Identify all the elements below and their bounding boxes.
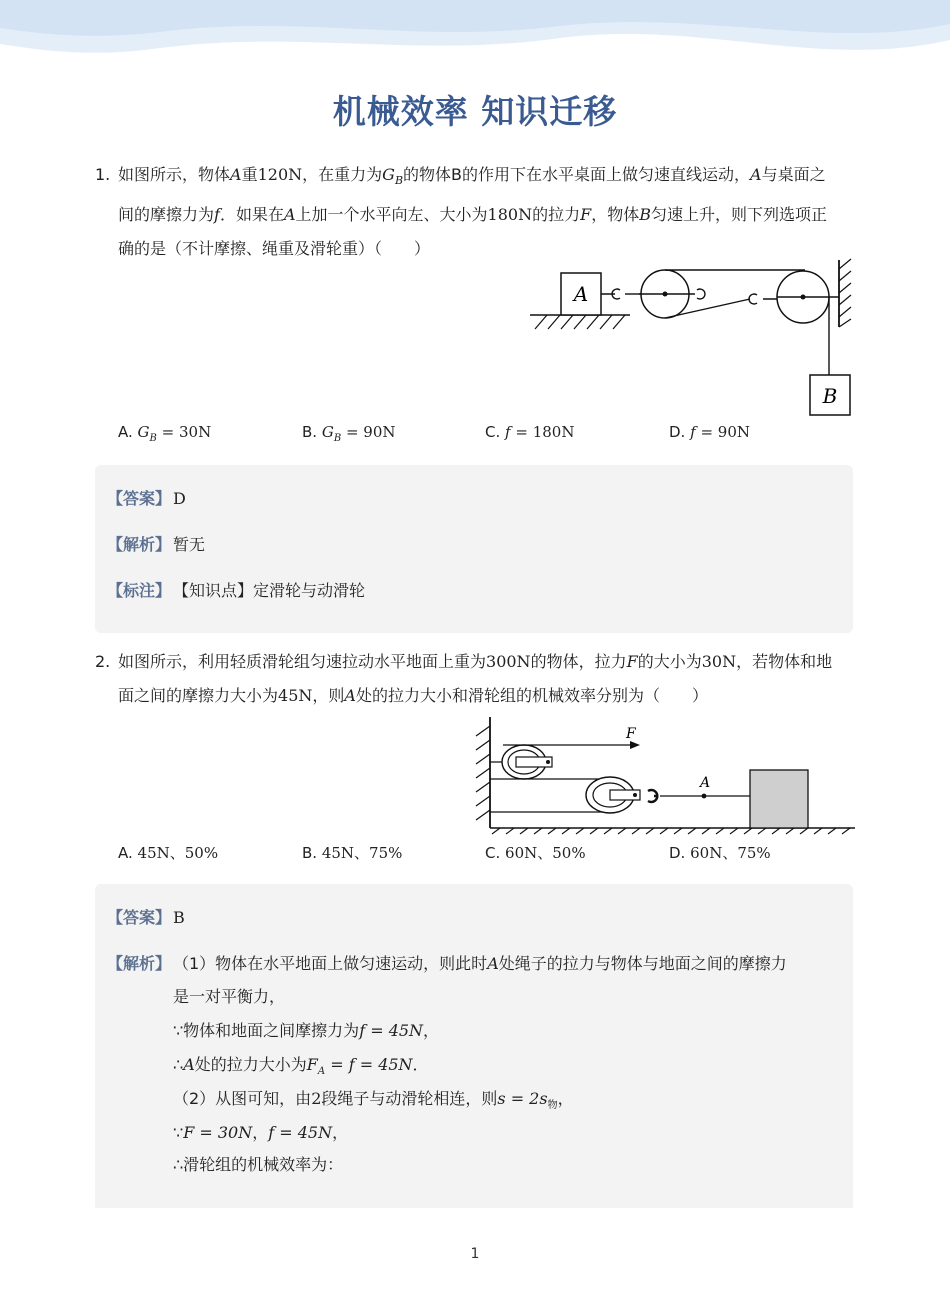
text-fragment: ，则 <box>312 686 345 705</box>
question-1-answer-box <box>95 465 853 633</box>
math-fragment: 2 <box>311 1089 322 1108</box>
text-fragment: （1）物体在水平地面上做匀速运动，则此时 <box>173 954 488 973</box>
option-var: f <box>505 423 511 441</box>
option-c[interactable] <box>485 423 574 441</box>
text-fragment: 的大小为 <box>637 652 702 671</box>
analysis-tag: 【解析】 <box>107 954 172 973</box>
math-sub: A <box>317 1066 326 1078</box>
option-letter: D. <box>669 423 686 441</box>
option-value: 60N、75% <box>690 844 771 862</box>
var-f: f <box>214 205 220 225</box>
analysis-row <box>107 528 206 561</box>
option-value: 45N、50% <box>137 844 219 862</box>
question-text <box>118 645 855 713</box>
text-fragment: 处的拉力大小和滑轮组的机械效率分别为（ ） <box>355 686 708 705</box>
math-fragment: F = 30N <box>183 1123 253 1142</box>
text-fragment: ， <box>423 1021 440 1040</box>
option-letter: C. <box>485 844 501 862</box>
text-fragment: ．如果在 <box>219 205 284 225</box>
text-fragment: ∴ <box>173 1055 184 1074</box>
note-value: 【知识点】定滑轮与动滑轮 <box>173 581 366 600</box>
var-A: A <box>487 954 499 973</box>
label-a: A <box>573 282 589 306</box>
answer-row <box>107 901 185 934</box>
text-fragment: ． <box>412 1055 429 1074</box>
text-fragment: 面之间的摩擦力大小为 <box>118 686 279 705</box>
var-A: A <box>750 165 762 184</box>
note-tag: 【标注】 <box>107 581 172 600</box>
text-fragment: ，物体 <box>591 205 640 225</box>
answer-value: B <box>173 908 185 927</box>
text-fragment: 间的摩擦力为 <box>118 205 215 225</box>
text-fragment: 的拉力 <box>532 205 581 225</box>
analysis-tag: 【解析】 <box>107 535 172 554</box>
var-A: A <box>344 686 356 705</box>
question-number: 1. <box>95 165 111 184</box>
option-d[interactable] <box>669 842 771 863</box>
option-value: = 180N <box>515 423 575 441</box>
option-b[interactable] <box>302 842 402 863</box>
answer-row <box>107 482 186 515</box>
text-fragment: ， <box>557 1089 574 1108</box>
analysis-line-1 <box>173 947 787 980</box>
text-fragment: 如图所示，物体 <box>118 165 231 184</box>
option-var: f <box>690 423 696 441</box>
option-value: 60N、50% <box>505 844 586 862</box>
text-fragment: 上加一个水平向左、大小为 <box>295 205 488 225</box>
math-sub: 物 <box>547 1100 558 1112</box>
text-fragment: ， <box>252 1123 269 1142</box>
value-30n: 30N <box>701 652 737 671</box>
option-c[interactable] <box>485 842 586 863</box>
label-f: F <box>626 726 636 742</box>
text-fragment: 处的拉力大小为 <box>194 1055 307 1074</box>
option-value: 45N、75% <box>321 844 403 862</box>
option-d[interactable] <box>669 423 750 441</box>
math-fragment: f = 45N <box>268 1123 333 1142</box>
value-120n: 120N <box>257 165 303 184</box>
text-line: 确的是（不计摩擦、绳重及滑轮重）（ ） <box>118 239 431 259</box>
var-g: G <box>382 165 395 184</box>
analysis-row <box>107 947 787 980</box>
answer-tag: 【答案】 <box>107 908 172 927</box>
text-fragment: ， <box>332 1123 349 1142</box>
page-number: 1 <box>470 1246 480 1262</box>
value-180n: 180N <box>487 205 533 225</box>
text-fragment: ∵物体和地面之间摩擦力为 <box>173 1021 360 1040</box>
option-value: = 90N <box>700 423 751 441</box>
option-b[interactable] <box>302 423 396 444</box>
text-fragment: ，若物体和地 <box>736 652 833 671</box>
answer-tag: 【答案】 <box>107 489 172 508</box>
var-B: B <box>639 205 651 225</box>
text-fragment: ，在重力为 <box>302 165 383 184</box>
text-fragment: 匀速上升，则下列选项正 <box>650 205 827 225</box>
page-title: 机械效率 知识迁移 <box>332 92 618 131</box>
question-2-answer-box <box>95 884 853 1208</box>
answer-value: D <box>173 489 186 508</box>
var-A: A <box>230 165 242 184</box>
text-fragment: 重 <box>241 165 258 184</box>
option-var: G <box>321 423 334 441</box>
option-value: = 30N <box>161 423 212 441</box>
text-fragment: 处绳子的拉力与物体与地面之间的摩擦力 <box>498 954 787 973</box>
text-fragment: 与桌面之 <box>761 165 826 184</box>
var-F: F <box>580 205 592 225</box>
question-2-figure <box>470 712 860 837</box>
label-a: A <box>700 775 711 791</box>
analysis-value: 暂无 <box>173 535 206 554</box>
option-letter: A. <box>118 844 133 862</box>
question-number: 2. <box>95 652 111 671</box>
text-fragment: 段绳子与动滑轮相连，则 <box>321 1089 498 1108</box>
option-letter: D. <box>669 844 686 862</box>
note-row <box>107 574 366 607</box>
option-a[interactable] <box>118 842 218 863</box>
option-sub: B <box>149 433 157 444</box>
text-fragment: （2）从图可知，由 <box>173 1089 312 1108</box>
header-wave-decoration <box>0 0 950 70</box>
value-300n: 300N <box>486 652 531 671</box>
var-g-sub: B <box>394 174 404 188</box>
value-45n: 45N <box>278 686 313 705</box>
option-letter: C. <box>485 423 501 441</box>
question-1 <box>95 158 855 266</box>
text-fragment: 的物体B的作用下在水平桌面上做匀速直线运动， <box>403 165 751 184</box>
text-fragment: 是一对平衡力， <box>173 987 286 1006</box>
label-b: B <box>822 384 838 408</box>
text-fragment: 的物体，拉力 <box>530 652 627 671</box>
question-text <box>118 158 855 266</box>
option-var: G <box>137 423 150 441</box>
object-block <box>750 770 808 828</box>
math-fragment: s = 2s <box>497 1089 548 1108</box>
text-fragment: 如图所示，利用轻质滑轮组匀速拉动水平地面上重为 <box>118 652 487 671</box>
math-fragment: F <box>306 1055 318 1074</box>
question-1-figure <box>525 255 860 420</box>
var-F: F <box>626 652 638 671</box>
option-a[interactable] <box>118 423 211 444</box>
var-A: A <box>283 205 296 225</box>
text-fragment: ∴滑轮组的机械效率为： <box>173 1155 344 1174</box>
option-sub: B <box>333 433 342 444</box>
math-fragment: = f = 45N <box>325 1055 413 1074</box>
question-2 <box>95 645 855 713</box>
var-A: A <box>183 1055 195 1074</box>
option-letter: B. <box>302 423 318 441</box>
math-fragment: f = 45N <box>359 1021 424 1040</box>
option-value: = 90N <box>345 423 396 441</box>
option-letter: A. <box>118 423 133 441</box>
text-fragment: ∵ <box>173 1123 184 1142</box>
option-letter: B. <box>302 844 318 862</box>
